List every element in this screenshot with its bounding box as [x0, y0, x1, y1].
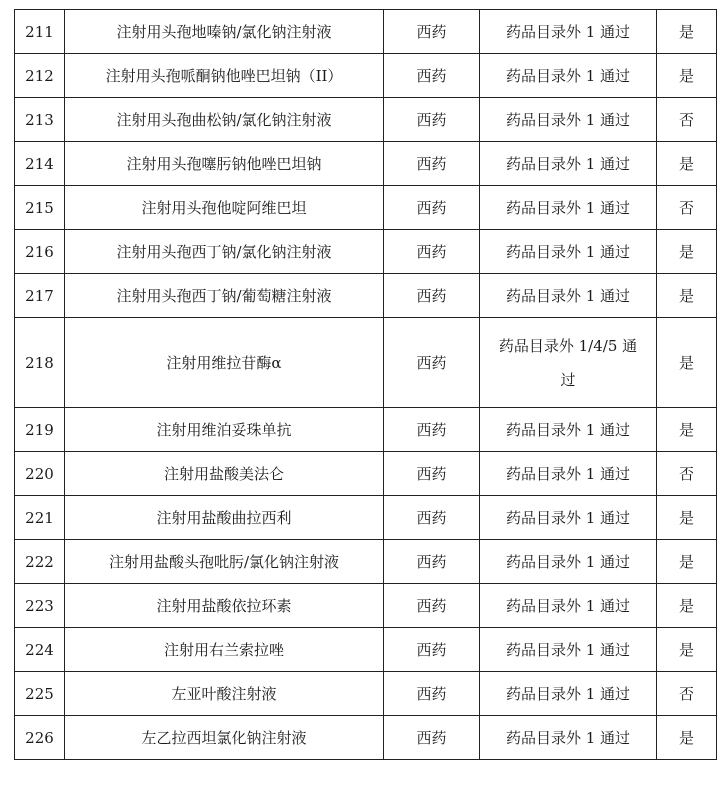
drug-type: 西药 [384, 628, 480, 672]
review-status: 药品目录外 1 通过 [480, 584, 657, 628]
table-row [15, 540, 717, 584]
yes-no-flag: 是 [657, 628, 717, 672]
drug-name: 左乙拉西坦氯化钠注射液 [65, 716, 384, 760]
yes-no-flag: 是 [657, 274, 717, 318]
row-number: 213 [15, 98, 65, 142]
yes-no-flag: 是 [657, 54, 717, 98]
drug-name: 注射用头孢他啶阿维巴坦 [65, 186, 384, 230]
drug-type: 西药 [384, 10, 480, 54]
table-row [15, 230, 717, 274]
review-status: 药品目录外 1 通过 [480, 408, 657, 452]
yes-no-flag: 是 [657, 230, 717, 274]
review-status: 药品目录外 1 通过 [480, 230, 657, 274]
drug-type: 西药 [384, 186, 480, 230]
row-number: 224 [15, 628, 65, 672]
yes-no-flag: 否 [657, 452, 717, 496]
table-row [15, 142, 717, 186]
drug-name: 注射用盐酸美法仑 [65, 452, 384, 496]
drug-type: 西药 [384, 98, 480, 142]
drug-name: 注射用头孢曲松钠/氯化钠注射液 [65, 98, 384, 142]
table-row [15, 98, 717, 142]
row-number: 217 [15, 274, 65, 318]
row-number: 221 [15, 496, 65, 540]
yes-no-flag: 否 [657, 98, 717, 142]
drug-name: 注射用右兰索拉唑 [65, 628, 384, 672]
drug-name: 注射用头孢哌酮钠他唑巴坦钠（II） [65, 54, 384, 98]
table-row [15, 716, 717, 760]
drug-type: 西药 [384, 672, 480, 716]
table-row [15, 584, 717, 628]
review-status: 药品目录外 1 通过 [480, 274, 657, 318]
drug-type: 西药 [384, 318, 480, 408]
row-number: 220 [15, 452, 65, 496]
yes-no-flag: 是 [657, 716, 717, 760]
table-row [15, 628, 717, 672]
yes-no-flag: 否 [657, 672, 717, 716]
yes-no-flag: 否 [657, 186, 717, 230]
row-number: 216 [15, 230, 65, 274]
yes-no-flag: 是 [657, 318, 717, 408]
drug-name: 注射用头孢地嗪钠/氯化钠注射液 [65, 10, 384, 54]
drug-name: 注射用盐酸头孢吡肟/氯化钠注射液 [65, 540, 384, 584]
drug-type: 西药 [384, 540, 480, 584]
table-row [15, 54, 717, 98]
table-row [15, 672, 717, 716]
review-status: 药品目录外 1 通过 [480, 716, 657, 760]
drug-name: 注射用盐酸依拉环素 [65, 584, 384, 628]
row-number: 218 [15, 318, 65, 408]
row-number: 219 [15, 408, 65, 452]
table-row [15, 10, 717, 54]
review-status: 药品目录外 1 通过 [480, 10, 657, 54]
drug-type: 西药 [384, 274, 480, 318]
drug-type: 西药 [384, 230, 480, 274]
review-status: 药品目录外 1 通过 [480, 186, 657, 230]
row-number: 223 [15, 584, 65, 628]
drug-type: 西药 [384, 584, 480, 628]
table-row [15, 186, 717, 230]
drug-type: 西药 [384, 142, 480, 186]
review-status: 药品目录外 1/4/5 通过 [480, 318, 657, 408]
row-number: 214 [15, 142, 65, 186]
drug-name: 注射用维泊妥珠单抗 [65, 408, 384, 452]
row-number: 211 [15, 10, 65, 54]
yes-no-flag: 是 [657, 584, 717, 628]
review-status: 药品目录外 1 通过 [480, 540, 657, 584]
row-number: 222 [15, 540, 65, 584]
table-row [15, 408, 717, 452]
table-row [15, 496, 717, 540]
drug-name: 注射用头孢西丁钠/氯化钠注射液 [65, 230, 384, 274]
yes-no-flag: 是 [657, 540, 717, 584]
row-number: 225 [15, 672, 65, 716]
review-status: 药品目录外 1 通过 [480, 672, 657, 716]
row-number: 212 [15, 54, 65, 98]
drug-name: 注射用盐酸曲拉西利 [65, 496, 384, 540]
yes-no-flag: 是 [657, 10, 717, 54]
review-status: 药品目录外 1 通过 [480, 452, 657, 496]
drug-type: 西药 [384, 496, 480, 540]
drug-type: 西药 [384, 54, 480, 98]
yes-no-flag: 是 [657, 142, 717, 186]
row-number: 215 [15, 186, 65, 230]
review-status: 药品目录外 1 通过 [480, 496, 657, 540]
drug-type: 西药 [384, 408, 480, 452]
drug-type: 西药 [384, 716, 480, 760]
drug-name: 左亚叶酸注射液 [65, 672, 384, 716]
review-status: 药品目录外 1 通过 [480, 54, 657, 98]
yes-no-flag: 是 [657, 496, 717, 540]
review-status: 药品目录外 1 通过 [480, 142, 657, 186]
review-status: 药品目录外 1 通过 [480, 628, 657, 672]
drug-list-table [14, 9, 717, 760]
row-number: 226 [15, 716, 65, 760]
table-row [15, 452, 717, 496]
drug-type: 西药 [384, 452, 480, 496]
review-status: 药品目录外 1 通过 [480, 98, 657, 142]
drug-name: 注射用头孢噻肟钠他唑巴坦钠 [65, 142, 384, 186]
drug-name: 注射用头孢西丁钠/葡萄糖注射液 [65, 274, 384, 318]
yes-no-flag: 是 [657, 408, 717, 452]
drug-name: 注射用维拉苷酶α [65, 318, 384, 408]
table-row [15, 274, 717, 318]
table-row [15, 318, 717, 408]
